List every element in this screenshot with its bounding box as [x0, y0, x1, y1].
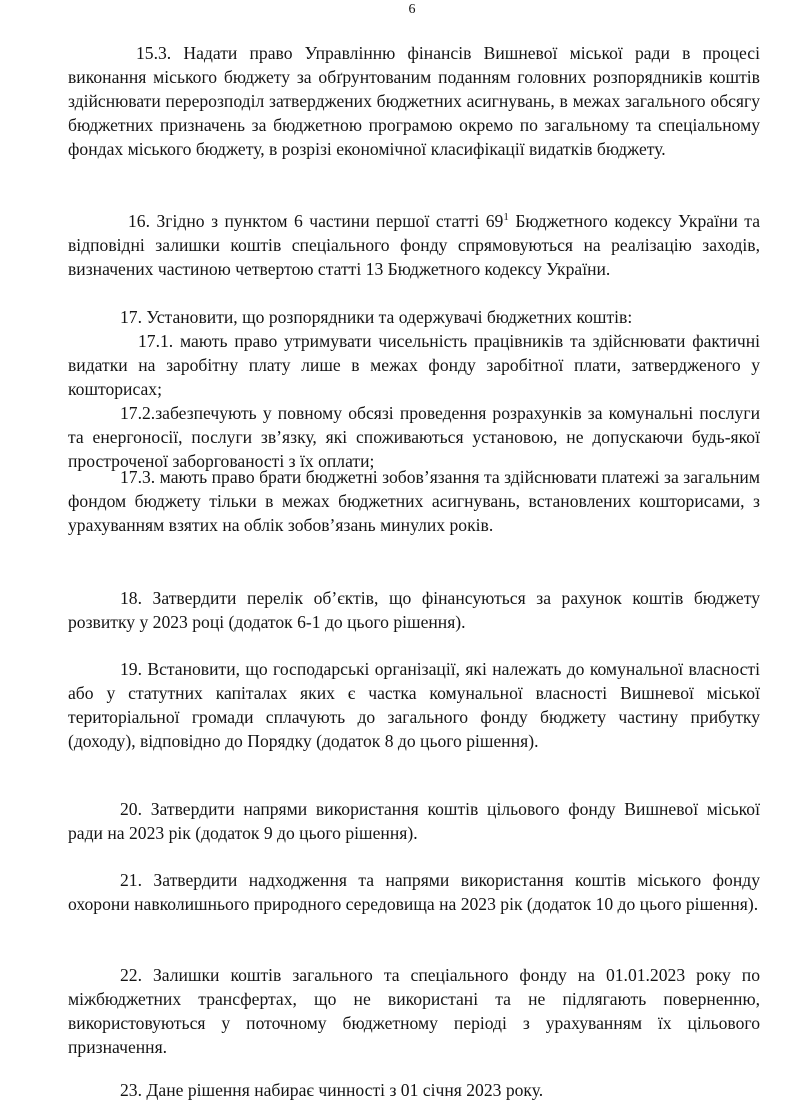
clause-17-3	[68, 465, 760, 537]
clause-text: Згідно з пунктом 6 частини першої статті 69	[150, 211, 504, 231]
clause-number: 23.	[120, 1080, 142, 1100]
clause-number: 22.	[120, 965, 142, 985]
clause-text: Затвердити напрями використання коштів цільового фонду Вишневої міської ради на 2023 рік (додаток 9 до цього рішення).	[68, 799, 760, 843]
clause-21	[68, 868, 760, 916]
clause-number: 17.2.	[120, 403, 156, 423]
clause-16	[68, 209, 760, 281]
clause-number: 19.	[120, 659, 142, 679]
clause-number: 17.3.	[120, 467, 156, 487]
clause-17-1	[68, 329, 760, 401]
clause-17	[68, 305, 760, 329]
clause-text: Бюджетного кодексу України та відповідні залишки коштів спеціального фонду спрямовуються на реалізацію заходів, визначених частиною четвертою статті 13 Бюджетного кодексу України.	[68, 211, 761, 279]
clause-text: Встановити, що господарські організації, які належать до комунальної власності або у статутних капіталах яких є частка комунальної власності Вишневої міської територіальної громади сплачують до загального фонду бюджету частину прибутку (доходу), відповідно до Порядку (додаток 8 до цього рішення).	[68, 659, 760, 751]
clause-text: забезпечують у повному обсязі проведення розрахунків за комунальні послуги та енергоносії, послуги зв’язку, які споживаються установою, не допускаючи будь-якої простроченої заборгованості з їх оплати;	[68, 403, 760, 471]
clause-number: 16.	[128, 211, 150, 231]
clause-text: Затвердити надходження та напрями використання коштів міського фонду охорони навколишнього природного середовища на 2023 рік (додаток 10 до цього рішення).	[68, 870, 760, 914]
clause-number: 20.	[120, 799, 142, 819]
superscript-mark: 1	[503, 211, 509, 224]
clause-number: 18.	[120, 588, 142, 608]
clause-number: 17.	[120, 307, 142, 327]
clause-text: Затвердити перелік об’єктів, що фінансуються за рахунок коштів бюджету розвитку у 2023 році (додаток 6-1 до цього рішення).	[68, 588, 760, 632]
clause-text: мають право брати бюджетні зобов’язання та здійснювати платежі за загальним фондом бюджету тільки в межах бюджетних асигнувань, встановлених кошторисами, з урахуванням взятих на облік зобов’язань минулих років.	[68, 467, 760, 535]
clause-23	[68, 1078, 760, 1102]
clause-number: 21.	[120, 870, 142, 890]
clause-22	[68, 963, 760, 1059]
clause-text: Залишки коштів загального та спеціального фонду на 01.01.2023 року по міжбюджетних трансфертах, що не використані та не підлягають поверненню, використовуються у поточному бюджетному періоді з урахуванням їх цільового призначення.	[68, 965, 760, 1057]
clause-19	[68, 657, 760, 753]
clause-15-3	[68, 41, 760, 161]
page-number: 6	[408, 2, 416, 17]
clause-17-2	[68, 401, 760, 473]
clause-text: Дане рішення набирає чинності з 01 січня 2023 року.	[142, 1080, 544, 1100]
clause-18	[68, 586, 760, 634]
clause-text: Установити, що розпорядники та одержувачі бюджетних коштів:	[142, 307, 633, 327]
clause-number: 17.1.	[138, 331, 174, 351]
clause-text: Надати право Управлінню фінансів Вишневої міської ради в процесі виконання міського бюджету за обґрунтованим поданням головних розпорядників коштів здійснювати перерозподіл затверджених бюджетних асигнувань, в межах загального обсягу бюджетних призначень за бюджетною програмою окремо по загальному та спеціальному фондах міського бюджету, в розрізі економічної класифікації видатків бюджету.	[68, 43, 760, 159]
clause-20	[68, 797, 760, 845]
clause-text: мають право утримувати чисельність працівників та здійснювати фактичні видатки на заробітну плату лише в межах фонду заробітної плати, затвердженого у кошторисах;	[68, 331, 760, 399]
clause-number: 15.3.	[136, 43, 172, 63]
